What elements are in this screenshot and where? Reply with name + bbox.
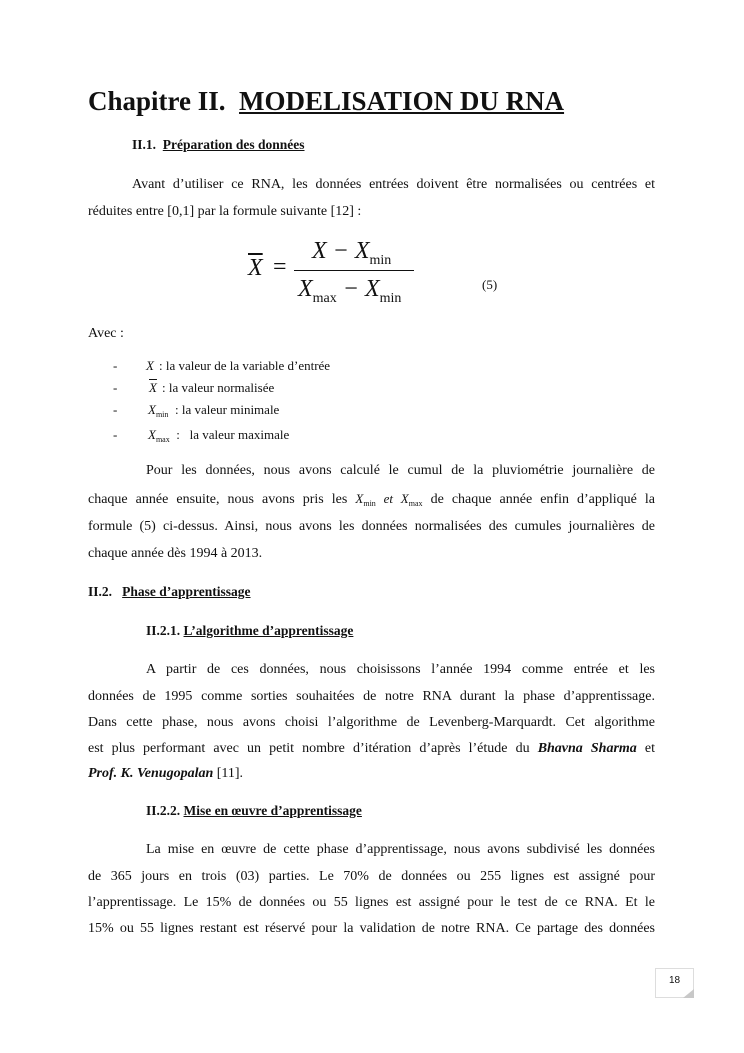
page-curl-icon xyxy=(683,989,694,998)
paragraph-line: est plus performant avec un petit nombre d’itération d’après l’étude du Bhavna Sharma et xyxy=(88,741,656,756)
list-item: - $\overline{X}$ : la valeur normalisée xyxy=(113,380,275,395)
list-item: - $X_{max}$ : la valeur maximale xyxy=(113,427,290,444)
chapter-title: Chapitre II. MODELISATION DU RNA xyxy=(88,86,565,116)
section-heading-II-2: II.2. Phase d’apprentissage xyxy=(88,584,251,599)
paragraph-line: données de 1995 comme sorties souhaitées de notre RNA durant la phase d’apprentissage. xyxy=(88,689,655,704)
list-item: - $X_{min}$ : la valeur minimale xyxy=(113,402,280,419)
paragraph-line: réduites entre [0,1] par la formule suivante [12] : xyxy=(88,204,362,219)
section-heading-II-2-2: II.2.2. Mise en œuvre d’apprentissage xyxy=(146,803,362,818)
paragraph-line: chaque année ensuite, nous avons pris les $X_{min}$ et $X_{max}$ de chaque année enfin d’appliqué la xyxy=(88,491,656,508)
list-item: - X : la valeur de la variable d’entrée xyxy=(113,358,331,373)
section-heading-II-2-1: II.2.1. L’algorithme d’apprentissage xyxy=(146,623,354,638)
section-heading-II-1: II.1. Préparation des données xyxy=(132,137,305,152)
paragraph-line: de 365 jours en trois (03) parties. Le 70% de données ou 255 lignes est assigné pour xyxy=(88,869,655,884)
paragraph-line: formule (5) ci-dessus. Ainsi, nous avons les données normalisées des cumules journalières de xyxy=(88,519,655,534)
paragraph-line: Avant d’utiliser ce RNA, les données entrées doivent être normalisées ou centrées et xyxy=(132,177,655,192)
paragraph-line: l’apprentissage. Le 15% de données ou 55 lignes est assigné pour le test de ce RNA. Et le xyxy=(88,895,655,910)
avec-label: Avec : xyxy=(88,326,124,341)
paragraph-line: A partir de ces données, nous choisissons l’année 1994 comme entrée et les xyxy=(146,662,655,677)
paragraph-line: Prof. K. Venugopalan [11]. xyxy=(88,766,244,781)
page-number: 18 xyxy=(655,968,694,998)
paragraph-line: La mise en œuvre de cette phase d’apprentissage, nous avons subdivisé les données xyxy=(146,842,655,857)
paragraph-line: Pour les données, nous avons calculé le cumul de la pluviométrie journalière de xyxy=(146,463,655,478)
paragraph-line: chaque année dès 1994 à 2013. xyxy=(88,546,263,561)
paragraph-line: Dans cette phase, nous avons choisi l’algorithme de Levenberg-Marquardt. Cet algorithme xyxy=(88,715,655,730)
equation-number: (5) xyxy=(482,277,498,292)
paragraph-line: 15% ou 55 lignes restant est réservé pour la validation de notre RNA. Ce partage des données xyxy=(88,921,655,936)
